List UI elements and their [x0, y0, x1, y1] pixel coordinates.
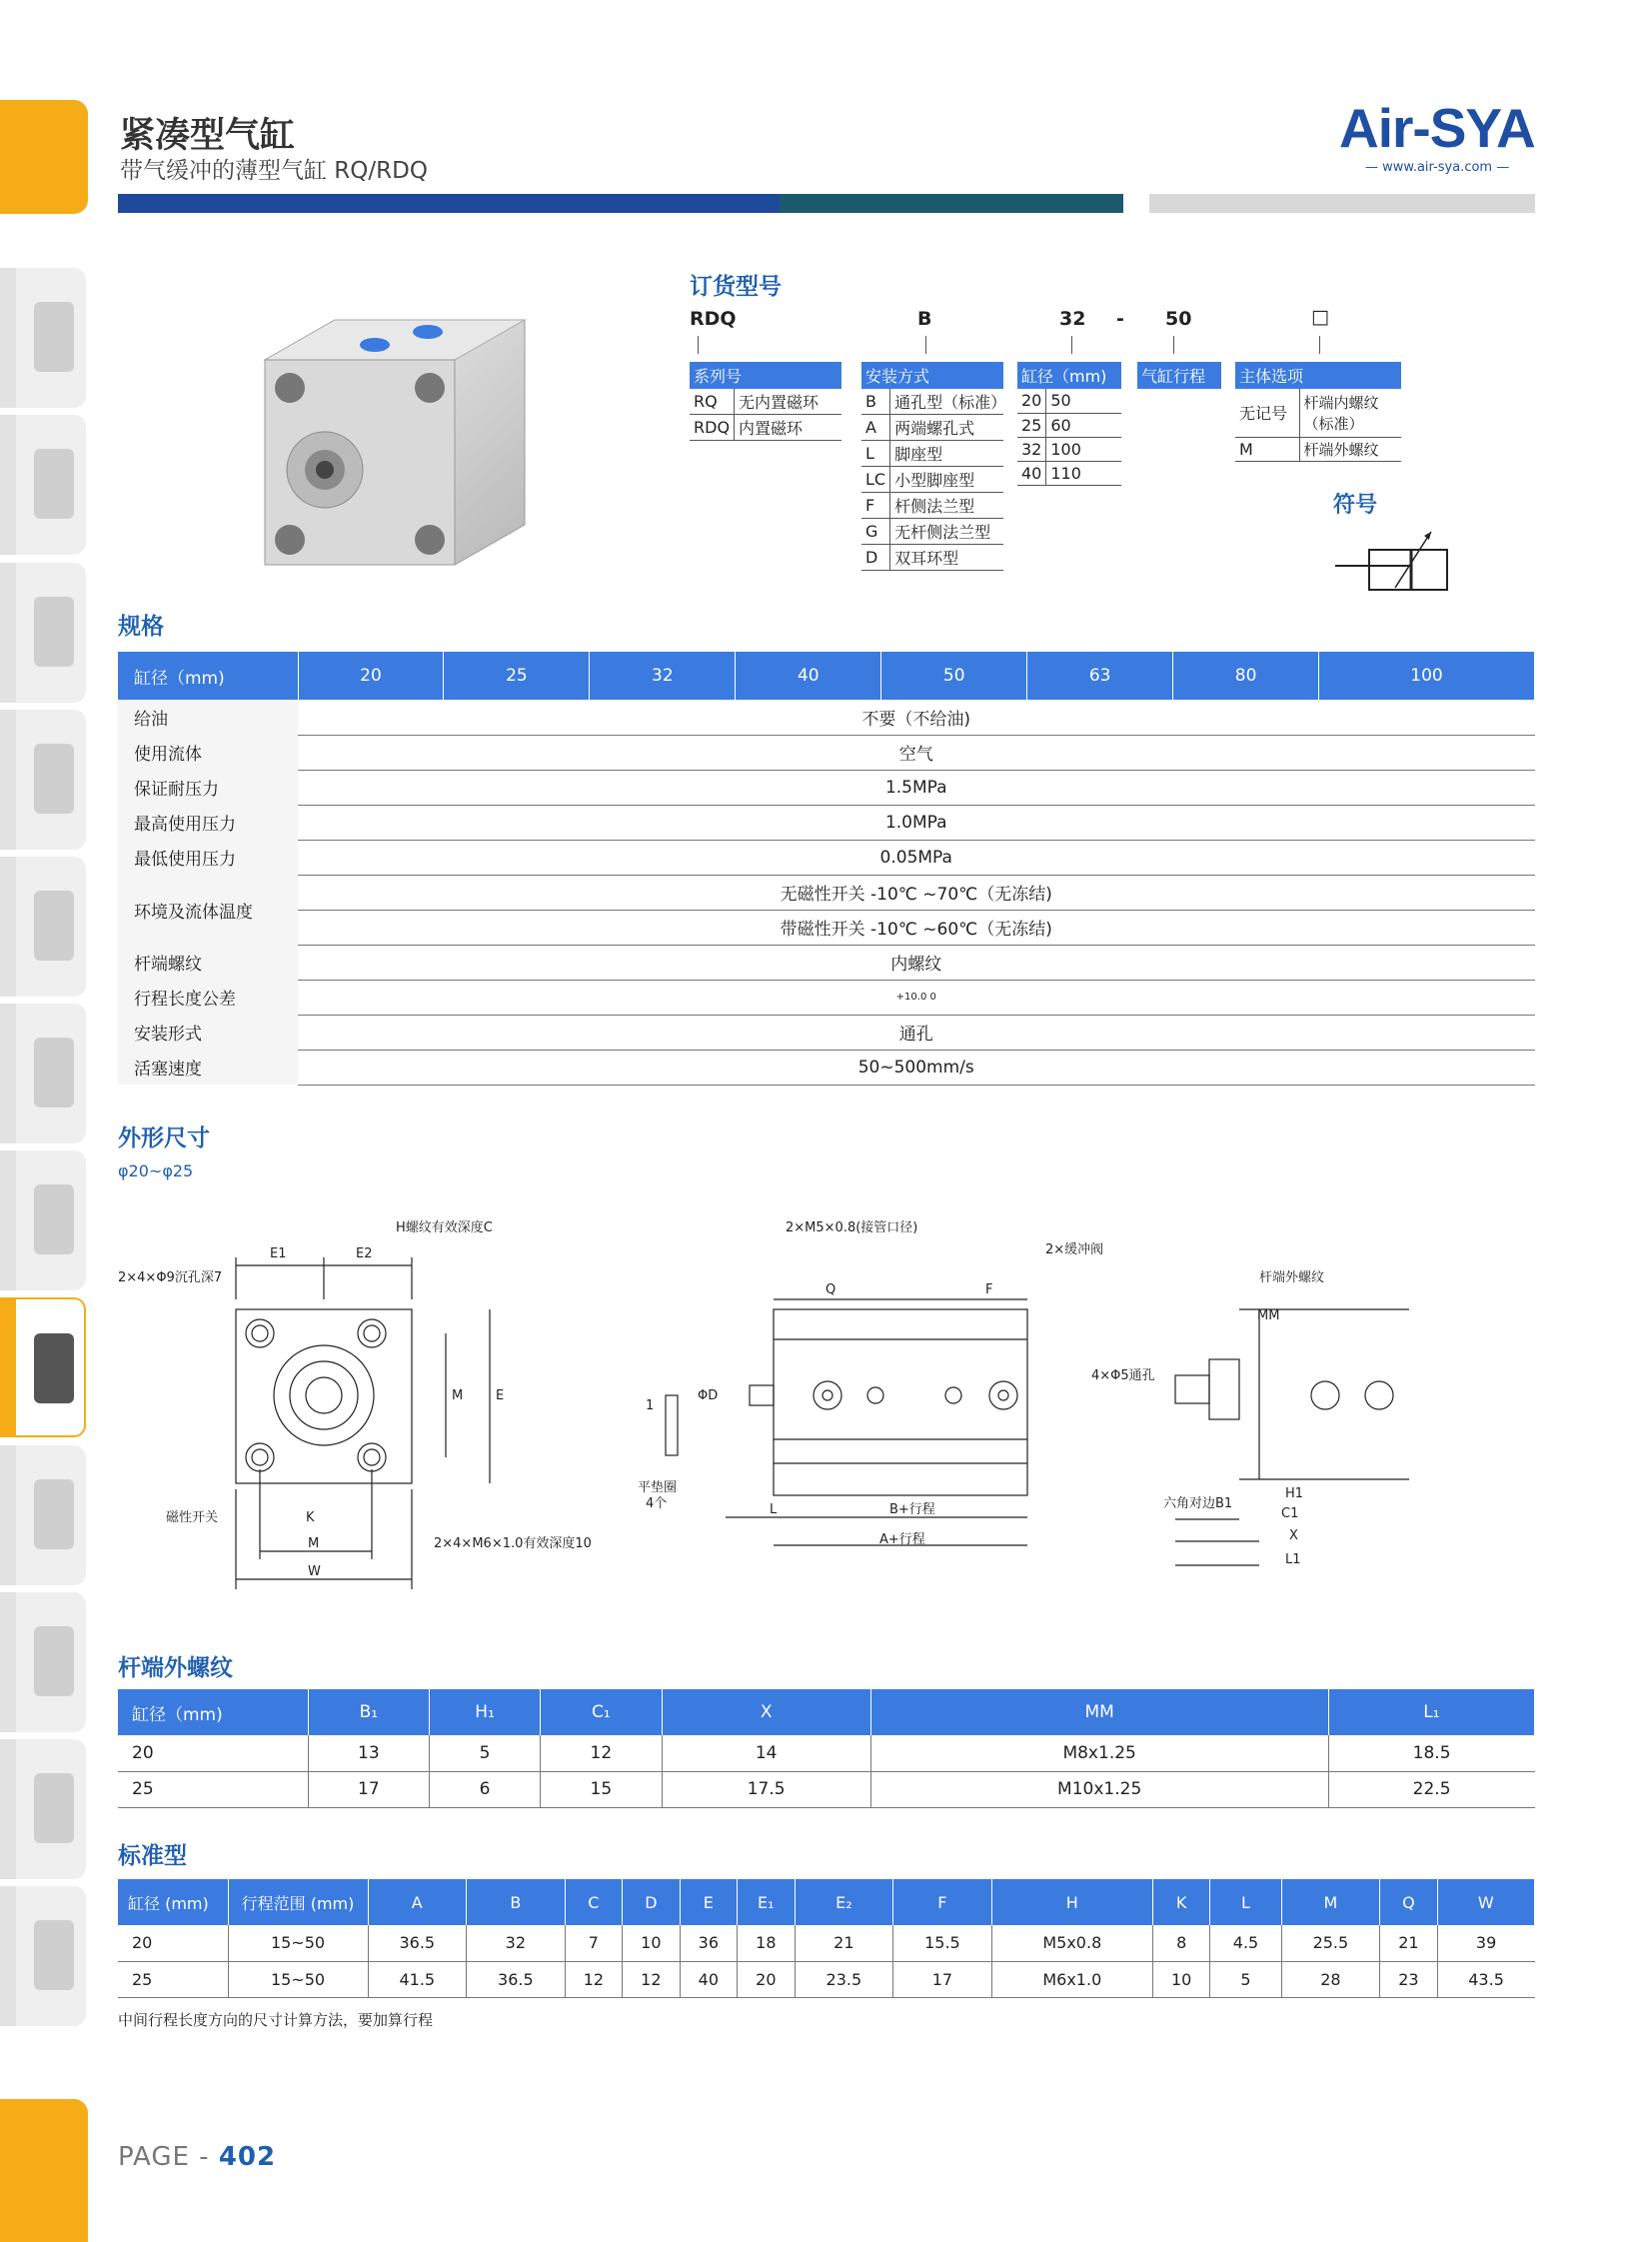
spec-head: 80	[1173, 652, 1319, 700]
spec-label: 保证耐压力	[118, 770, 298, 805]
cell: 18	[738, 1925, 795, 1961]
symbol-title: 符号	[1333, 493, 1378, 518]
std-head: W	[1437, 1879, 1534, 1925]
connector	[1071, 336, 1072, 354]
rod-table-title: 杆端外螺纹	[118, 1655, 233, 1681]
cell: M8x1.25	[870, 1735, 1328, 1771]
cell: 32	[1017, 437, 1046, 461]
code-bore: 32	[1059, 308, 1086, 330]
rod-head: C₁	[540, 1689, 662, 1735]
dim-label: E2	[356, 1246, 373, 1261]
cell: M10x1.25	[870, 1771, 1328, 1807]
cell: 两端螺孔式	[890, 415, 1003, 441]
dim-label: ΦD	[698, 1388, 719, 1403]
cell: 17	[308, 1771, 430, 1807]
cell: 23	[1380, 1961, 1437, 1997]
dim-label: C1	[1281, 1506, 1299, 1521]
cell: 21	[795, 1925, 893, 1961]
cell: 50	[1046, 389, 1121, 413]
side-tab-filter[interactable]	[0, 268, 86, 408]
cell: 100	[1046, 437, 1121, 461]
series-head: 系列号	[690, 362, 841, 389]
cell: 110	[1046, 461, 1121, 485]
cell: 28	[1281, 1961, 1380, 1997]
dim-label: B+行程	[889, 1502, 935, 1517]
dim-label: L	[770, 1502, 778, 1517]
cell: 60	[1046, 413, 1121, 437]
page-label: PAGE -	[118, 2142, 210, 2172]
cell: 41.5	[368, 1961, 467, 1997]
spec-label: 环境及流体温度	[118, 875, 298, 945]
cell: 20	[1017, 389, 1046, 413]
cell: 10	[1152, 1961, 1209, 1997]
dim-label: 平垫圈	[638, 1480, 678, 1495]
rod-head: H₁	[430, 1689, 541, 1735]
code-series: RDQ	[690, 308, 737, 330]
cell: 7	[565, 1925, 622, 1961]
cell: 5	[430, 1735, 541, 1771]
side-tab-block[interactable]	[0, 1004, 86, 1143]
rod-head: MM	[870, 1689, 1328, 1735]
dim-label: L1	[1285, 1552, 1301, 1567]
cell: 39	[1437, 1925, 1534, 1961]
spec-value: 50~500mm/s	[298, 1050, 1535, 1085]
spec-value: 1.5MPa	[298, 770, 1535, 805]
connector	[1319, 336, 1320, 354]
dim-label: K	[306, 1510, 315, 1525]
cell: 杆端外螺纹	[1299, 437, 1401, 461]
dimensions-title: 外形尺寸	[118, 1125, 210, 1151]
spec-table	[118, 652, 1535, 1086]
header-bar-grey	[1149, 194, 1535, 213]
dim-label: 2×缓冲阀	[1045, 1242, 1104, 1257]
cell: 6	[430, 1771, 541, 1807]
side-tab-silencer[interactable]	[0, 1739, 86, 1879]
dim-label: MM	[1257, 1308, 1280, 1323]
spec-value: 带磁性开关 -10℃ ~60℃（无冻结)	[298, 910, 1535, 945]
cell: 无内置磁环	[735, 389, 841, 415]
page-number	[118, 2142, 276, 2172]
dim-label: M	[308, 1536, 320, 1551]
mount-table	[861, 362, 1007, 571]
dim-label: F	[985, 1282, 993, 1297]
cell: 12	[623, 1961, 680, 1997]
cell: 15~50	[228, 1961, 368, 1997]
side-tab-gauge[interactable]	[0, 563, 86, 703]
dim-label: 2×4×M6×1.0有效深度10	[434, 1536, 592, 1551]
dim-label: M	[452, 1388, 464, 1403]
spec-head: 50	[881, 652, 1027, 700]
cell: 5	[1210, 1961, 1281, 1997]
cell: 25.5	[1281, 1925, 1380, 1961]
cell: 4.5	[1210, 1925, 1281, 1961]
connector	[1173, 336, 1174, 354]
cell: D	[861, 545, 890, 571]
dim-label: 六角对边B1	[1163, 1496, 1233, 1511]
spec-title: 规格	[118, 614, 164, 640]
body-head: 主体选项	[1235, 362, 1401, 389]
cell: F	[861, 493, 890, 519]
std-head: A	[368, 1879, 467, 1925]
std-head: H	[991, 1879, 1152, 1925]
spec-head: 25	[444, 652, 590, 700]
cell: 小型脚座型	[890, 467, 1003, 493]
cell: M5x0.8	[991, 1925, 1152, 1961]
cell: 43.5	[1437, 1961, 1534, 1997]
dim-label: Q	[826, 1282, 836, 1297]
page-title: 紧凑型气缸	[120, 116, 296, 156]
dimension-drawing	[110, 1209, 1549, 1609]
cell: 20	[118, 1735, 308, 1771]
spec-value: 无磁性开关 -10℃ ~70℃（无冻结)	[298, 875, 1535, 910]
spec-value: 空气	[298, 735, 1535, 770]
cell: 18.5	[1328, 1735, 1534, 1771]
side-tab-solenoid[interactable]	[0, 857, 86, 997]
mount-head: 安装方式	[861, 362, 1003, 389]
spec-value: 内螺纹	[298, 945, 1535, 980]
spec-label: 给油	[118, 700, 298, 735]
code-dash: -	[1116, 308, 1124, 330]
cell: 40	[680, 1961, 737, 1997]
dim-label: 杆端外螺纹	[1259, 1270, 1325, 1285]
std-head: 缸径 (mm)	[118, 1879, 228, 1925]
side-tab-gripper[interactable]	[0, 1445, 86, 1585]
cell: 15	[540, 1771, 662, 1807]
brand-logo: Air-SYA	[1339, 97, 1535, 159]
chapter-tab	[0, 100, 88, 214]
cell: G	[861, 519, 890, 545]
std-head: B	[467, 1879, 566, 1925]
dim-label: X	[1289, 1528, 1298, 1543]
std-head: Q	[1380, 1879, 1437, 1925]
cell: 36.5	[467, 1961, 566, 1997]
cell: 12	[540, 1735, 662, 1771]
cell: 双耳环型	[890, 545, 1003, 571]
stroke-table	[1137, 362, 1221, 389]
dim-label: 4个	[646, 1496, 668, 1511]
cell: 20	[738, 1961, 795, 1997]
spec-head: 32	[590, 652, 736, 700]
cell: L	[861, 441, 890, 467]
footnote: 中间行程长度方向的尺寸计算方法，要加算行程	[118, 2011, 434, 2029]
cell: M6x1.0	[991, 1961, 1152, 1997]
spec-label: 最高使用压力	[118, 805, 298, 840]
cell: 36.5	[368, 1925, 467, 1961]
cell: 32	[467, 1925, 566, 1961]
cell: RQ	[690, 389, 735, 415]
cell: 25	[1017, 413, 1046, 437]
spec-label: 最低使用压力	[118, 840, 298, 875]
std-table	[118, 1879, 1535, 1998]
cell: 8	[1152, 1925, 1209, 1961]
side-tab-lubricator[interactable]	[0, 415, 86, 555]
dim-label: 2×4×Φ9沉孔深7	[118, 1270, 223, 1285]
cell: 内置磁环	[735, 415, 841, 441]
connector	[698, 336, 699, 354]
cell: 15.5	[893, 1925, 992, 1961]
dim-label: H1	[1285, 1486, 1304, 1501]
cylinder-symbol	[1335, 526, 1455, 600]
spec-head: 100	[1319, 652, 1535, 700]
spec-head: 40	[736, 652, 881, 700]
std-head: E₂	[795, 1879, 893, 1925]
std-head: D	[623, 1879, 680, 1925]
code-option: □	[1311, 306, 1329, 328]
page-tab	[0, 2099, 88, 2242]
spec-label: 使用流体	[118, 735, 298, 770]
cell: 无记号	[1235, 389, 1299, 437]
std-head: 行程范围 (mm)	[228, 1879, 368, 1925]
rod-head: L₁	[1328, 1689, 1534, 1735]
spec-value: 不要（不给油)	[298, 700, 1535, 735]
body-table	[1235, 362, 1401, 462]
order-title: 订货型号	[690, 274, 782, 300]
cell: 36	[680, 1925, 737, 1961]
spec-value: 通孔	[298, 1015, 1535, 1050]
cell: 12	[565, 1961, 622, 1997]
code-mount: B	[917, 308, 932, 330]
cell: 杆端内螺纹（标准）	[1299, 389, 1401, 437]
dim-label: 磁性开关	[166, 1510, 219, 1525]
cell: 10	[623, 1925, 680, 1961]
page-subtitle: 带气缓冲的薄型气缸 RQ/RDQ	[120, 158, 428, 184]
connector	[925, 336, 926, 354]
cell: 20	[118, 1925, 228, 1961]
spec-value: 1.0MPa	[298, 805, 1535, 840]
cell: 17.5	[662, 1771, 870, 1807]
spec-label: 活塞速度	[118, 1050, 298, 1085]
cell: 23.5	[795, 1961, 893, 1997]
bore-table	[1017, 362, 1121, 486]
cell: B	[861, 389, 890, 415]
dim-label: A+行程	[879, 1532, 925, 1547]
spec-label: 行程长度公差	[118, 980, 298, 1015]
series-table	[690, 362, 841, 441]
header-bar-dark	[780, 194, 1123, 213]
cell: 通孔型（标准）	[890, 389, 1003, 415]
side-tab-cylinder[interactable]	[0, 1297, 86, 1437]
cell: 25	[118, 1961, 228, 1997]
spec-label: 安装形式	[118, 1015, 298, 1050]
dim-label: 2×M5×0.8(接管口径)	[786, 1220, 918, 1235]
spec-label: 杆端螺纹	[118, 945, 298, 980]
cell: A	[861, 415, 890, 441]
cell: 杆侧法兰型	[890, 493, 1003, 519]
side-tab-valve[interactable]	[0, 710, 86, 850]
std-head: L	[1210, 1879, 1281, 1925]
code-stroke: 50	[1165, 308, 1192, 330]
std-head: E	[680, 1879, 737, 1925]
cell: 15~50	[228, 1925, 368, 1961]
side-tab-actuator[interactable]	[0, 1150, 86, 1290]
spec-head: 缸径（mm)	[118, 652, 298, 700]
product-image	[245, 300, 545, 575]
cell: 脚座型	[890, 441, 1003, 467]
stroke-head: 气缸行程	[1137, 362, 1221, 389]
std-head: K	[1152, 1879, 1209, 1925]
std-head: E₁	[738, 1879, 795, 1925]
std-head: M	[1281, 1879, 1380, 1925]
side-tab-fitting[interactable]	[0, 1592, 86, 1732]
bore-head: 缸径（mm)	[1017, 362, 1121, 389]
dim-label: 4×Φ5通孔	[1091, 1368, 1155, 1383]
cell: 无杆侧法兰型	[890, 519, 1003, 545]
brand-url: — www.air-sya.com —	[1365, 160, 1510, 175]
cell: 40	[1017, 461, 1046, 485]
rod-head: B₁	[308, 1689, 430, 1735]
cell: M	[1235, 437, 1299, 461]
spec-head: 20	[298, 652, 444, 700]
cell: LC	[861, 467, 890, 493]
dim-label: W	[308, 1564, 321, 1579]
spec-head: 63	[1027, 652, 1173, 700]
dim-label: E1	[270, 1246, 287, 1261]
rod-table	[118, 1689, 1535, 1808]
dimensions-range: φ20~φ25	[118, 1161, 194, 1180]
std-head: F	[893, 1879, 992, 1925]
std-head: C	[565, 1879, 622, 1925]
std-table-title: 标准型	[118, 1843, 187, 1869]
dim-label: E	[496, 1388, 505, 1403]
dim-label: 1	[646, 1398, 655, 1413]
cell: RDQ	[690, 415, 735, 441]
rod-head: X	[662, 1689, 870, 1735]
page-num: 402	[218, 2142, 277, 2172]
cell: 21	[1380, 1925, 1437, 1961]
cell: 22.5	[1328, 1771, 1534, 1807]
header-bar	[118, 194, 780, 213]
cell: 25	[118, 1771, 308, 1807]
spec-value: +10.0 0	[298, 980, 1535, 1015]
spec-value: 0.05MPa	[298, 840, 1535, 875]
side-tab-accessory[interactable]	[0, 1886, 86, 2026]
rod-head: 缸径（mm)	[118, 1689, 308, 1735]
cell: 13	[308, 1735, 430, 1771]
cell: 17	[893, 1961, 992, 1997]
cell: 14	[662, 1735, 870, 1771]
dim-label: H螺纹有效深度C	[396, 1220, 493, 1235]
